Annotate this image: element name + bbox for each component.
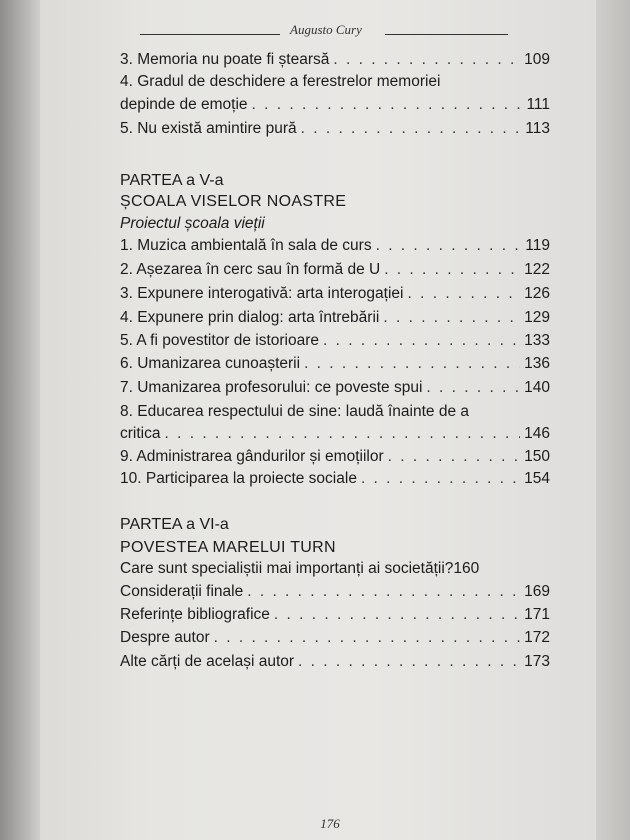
toc-entry-title: 10. Participarea la proiecte sociale [120, 470, 357, 487]
toc-entry-page: 150 [524, 448, 550, 465]
toc-entry-title: 4. Expunere prin dialog: arta întrebării [120, 309, 380, 326]
toc-entry-page: 126 [524, 285, 550, 302]
toc-entry-title: Considerații finale [120, 583, 244, 600]
toc-entry [120, 605, 550, 625]
toc-entry-page: 140 [524, 379, 550, 396]
toc-entry-page: 111 [526, 96, 550, 113]
toc-entry-page: 119 [525, 237, 550, 254]
header-author: Augusto Cury [290, 22, 362, 37]
toc-entry-page: 146 [524, 425, 550, 442]
toc-entry-title: Alte cărți de același autor [120, 653, 295, 670]
toc-entry-title: 3. Expunere interogativă: arta interogației [120, 285, 404, 302]
project-subtitle: Proiectul școala vieții [120, 215, 265, 232]
toc-entry-title: Care sunt specialiștii mai importanți ai societății? [120, 560, 454, 577]
toc-entry [120, 469, 550, 489]
running-header [105, 22, 505, 38]
toc-entry-page: 133 [524, 332, 550, 349]
toc-entry-title: depinde de emoție [120, 96, 248, 113]
toc-entry-page: 171 [524, 606, 550, 623]
toc-entry-page: 129 [524, 309, 550, 326]
part-title: ȘCOALA VISELOR NOASTRE [120, 193, 347, 210]
toc-entry [120, 50, 550, 70]
toc-entry [120, 354, 550, 374]
page-edge [596, 0, 630, 840]
toc-entry-page: 109 [524, 51, 550, 68]
toc-entry-title: critica [120, 425, 161, 442]
toc-entry [120, 236, 550, 256]
toc-entry [120, 559, 550, 579]
toc-entry-page: 113 [525, 120, 550, 137]
toc-entry-title: Referințe bibliografice [120, 606, 270, 623]
header-rule-right [385, 34, 508, 35]
toc-entry-title: 5. Nu există amintire pură [120, 120, 297, 137]
toc-entry-line1: 8. Educarea respectului de sine: laudă înainte de a [120, 403, 469, 420]
toc-entry-page: 136 [524, 355, 550, 372]
toc-entry-title: Despre autor [120, 629, 210, 646]
toc-entry-title: 9. Administrarea gândurilor și emoțiilor [120, 448, 384, 465]
part-label: PARTEA a VI-a [120, 516, 229, 533]
toc-entry-title: 5. A fi povestitor de istorioare [120, 332, 320, 349]
book-gutter-shadow [0, 0, 40, 840]
toc-entry [120, 308, 550, 328]
toc-entry-line1: 4. Gradul de deschidere a ferestrelor memoriei [120, 73, 441, 90]
toc-entry [120, 582, 550, 602]
toc-entry-page: 154 [524, 470, 550, 487]
toc-entry [120, 95, 550, 115]
toc-entry [120, 424, 550, 444]
toc-entry-page: 173 [524, 653, 550, 670]
toc-entry-title: 2. Așezarea în cerc sau în formă de U [120, 261, 381, 278]
toc-entry-page: 160 [453, 560, 480, 577]
toc-entry [120, 447, 550, 467]
toc-entry [120, 284, 550, 304]
toc-entry [120, 331, 550, 351]
part-title: POVESTEA MARELUI TURN [120, 539, 336, 556]
toc-entry-page: 122 [524, 261, 550, 278]
toc-entry [120, 652, 550, 672]
toc-entry-page: 169 [524, 583, 550, 600]
part-label: PARTEA a V-a [120, 172, 224, 189]
toc-entry [120, 378, 550, 398]
toc-entry [120, 119, 550, 139]
toc-entry [120, 260, 550, 280]
header-rule-left [140, 34, 280, 35]
toc-entry-title: 7. Umanizarea profesorului: ce poveste spui [120, 379, 423, 396]
page-number: 176 [320, 816, 340, 831]
toc-entry-title: 6. Umanizarea cunoașterii [120, 355, 301, 372]
toc-entry [120, 628, 550, 648]
toc-entry-page: 172 [524, 629, 550, 646]
toc-entry-title: 3. Memoria nu poate fi ștearsă [120, 51, 330, 68]
toc-entry-title: 1. Muzica ambientală în sala de curs [120, 237, 372, 254]
